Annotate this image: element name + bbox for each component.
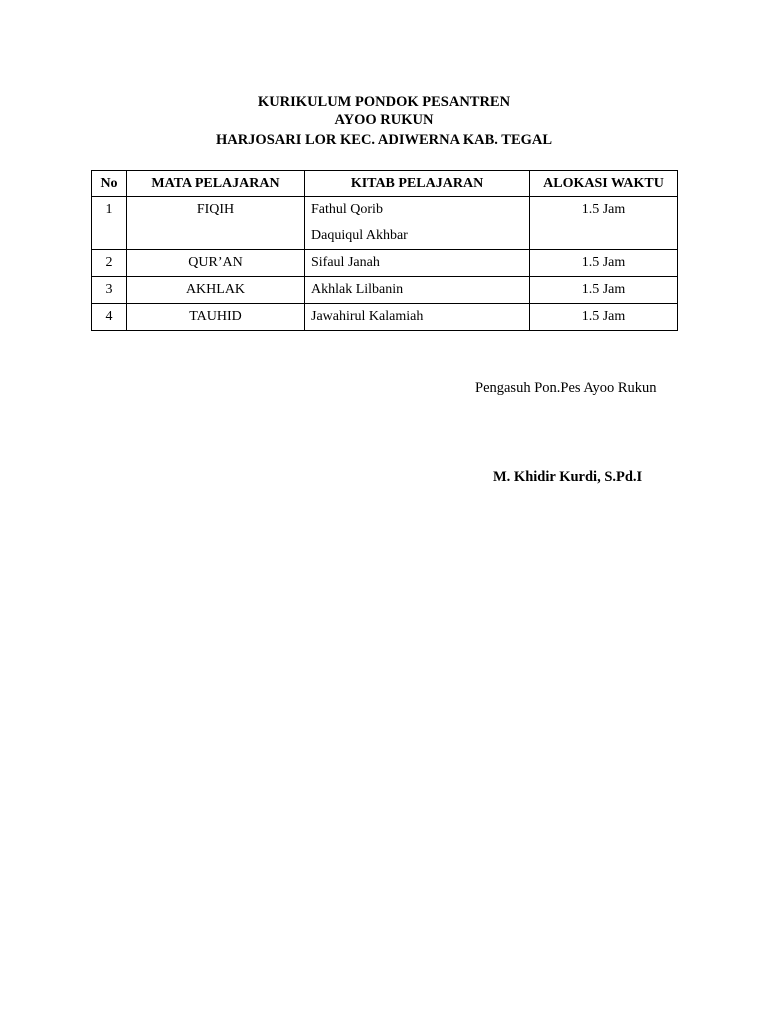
row-no: 4 xyxy=(92,304,127,331)
row-no: 3 xyxy=(92,277,127,304)
row-alokasi-waktu: 1.5 Jam xyxy=(530,197,678,250)
header-mata-pelajaran: MATA PELAJARAN xyxy=(127,171,305,197)
row-no: 2 xyxy=(92,250,127,277)
table-row xyxy=(92,277,678,304)
header-no: No xyxy=(92,171,127,197)
signature-name: M. Khidir Kurdi, S.Pd.I xyxy=(493,469,643,485)
row-kitab-pelajaran xyxy=(305,277,530,304)
row-mata-pelajaran: AKHLAK xyxy=(127,277,305,304)
row-mata-pelajaran: QUR’AN xyxy=(127,250,305,277)
kitab-item: Daquiqul Akhbar xyxy=(311,228,408,243)
document-title-line-1: KURIKULUM PONDOK PESANTREN xyxy=(257,94,511,110)
row-alokasi-waktu: 1.5 Jam xyxy=(530,250,678,277)
document-title-line-3: HARJOSARI LOR KEC. ADIWERNA KAB. TEGAL xyxy=(215,132,553,148)
curriculum-table-body xyxy=(92,197,678,331)
table-header-row xyxy=(92,171,678,197)
table-row xyxy=(92,304,678,331)
header-kitab-pelajaran: KITAB PELAJARAN xyxy=(305,171,530,197)
table-row xyxy=(92,250,678,277)
row-mata-pelajaran: TAUHID xyxy=(127,304,305,331)
row-mata-pelajaran: FIQIH xyxy=(127,197,305,250)
row-kitab-pelajaran xyxy=(305,250,530,277)
curriculum-table-header xyxy=(92,171,678,197)
row-no: 1 xyxy=(92,197,127,250)
signature-title: Pengasuh Pon.Pes Ayoo Rukun xyxy=(475,380,657,396)
row-kitab-pelajaran xyxy=(305,304,530,331)
table-row xyxy=(92,197,678,250)
kitab-item: Sifaul Janah xyxy=(311,255,380,270)
header-alokasi-waktu: ALOKASI WAKTU xyxy=(530,171,678,197)
row-kitab-pelajaran xyxy=(305,197,530,250)
kitab-item: Jawahirul Kalamiah xyxy=(311,309,424,324)
row-alokasi-waktu: 1.5 Jam xyxy=(530,304,678,331)
row-alokasi-waktu: 1.5 Jam xyxy=(530,277,678,304)
curriculum-table xyxy=(91,170,678,331)
document-title-line-2: AYOO RUKUN xyxy=(334,112,434,128)
kitab-item: Fathul Qorib xyxy=(311,202,383,217)
kitab-item: Akhlak Lilbanin xyxy=(311,282,404,297)
